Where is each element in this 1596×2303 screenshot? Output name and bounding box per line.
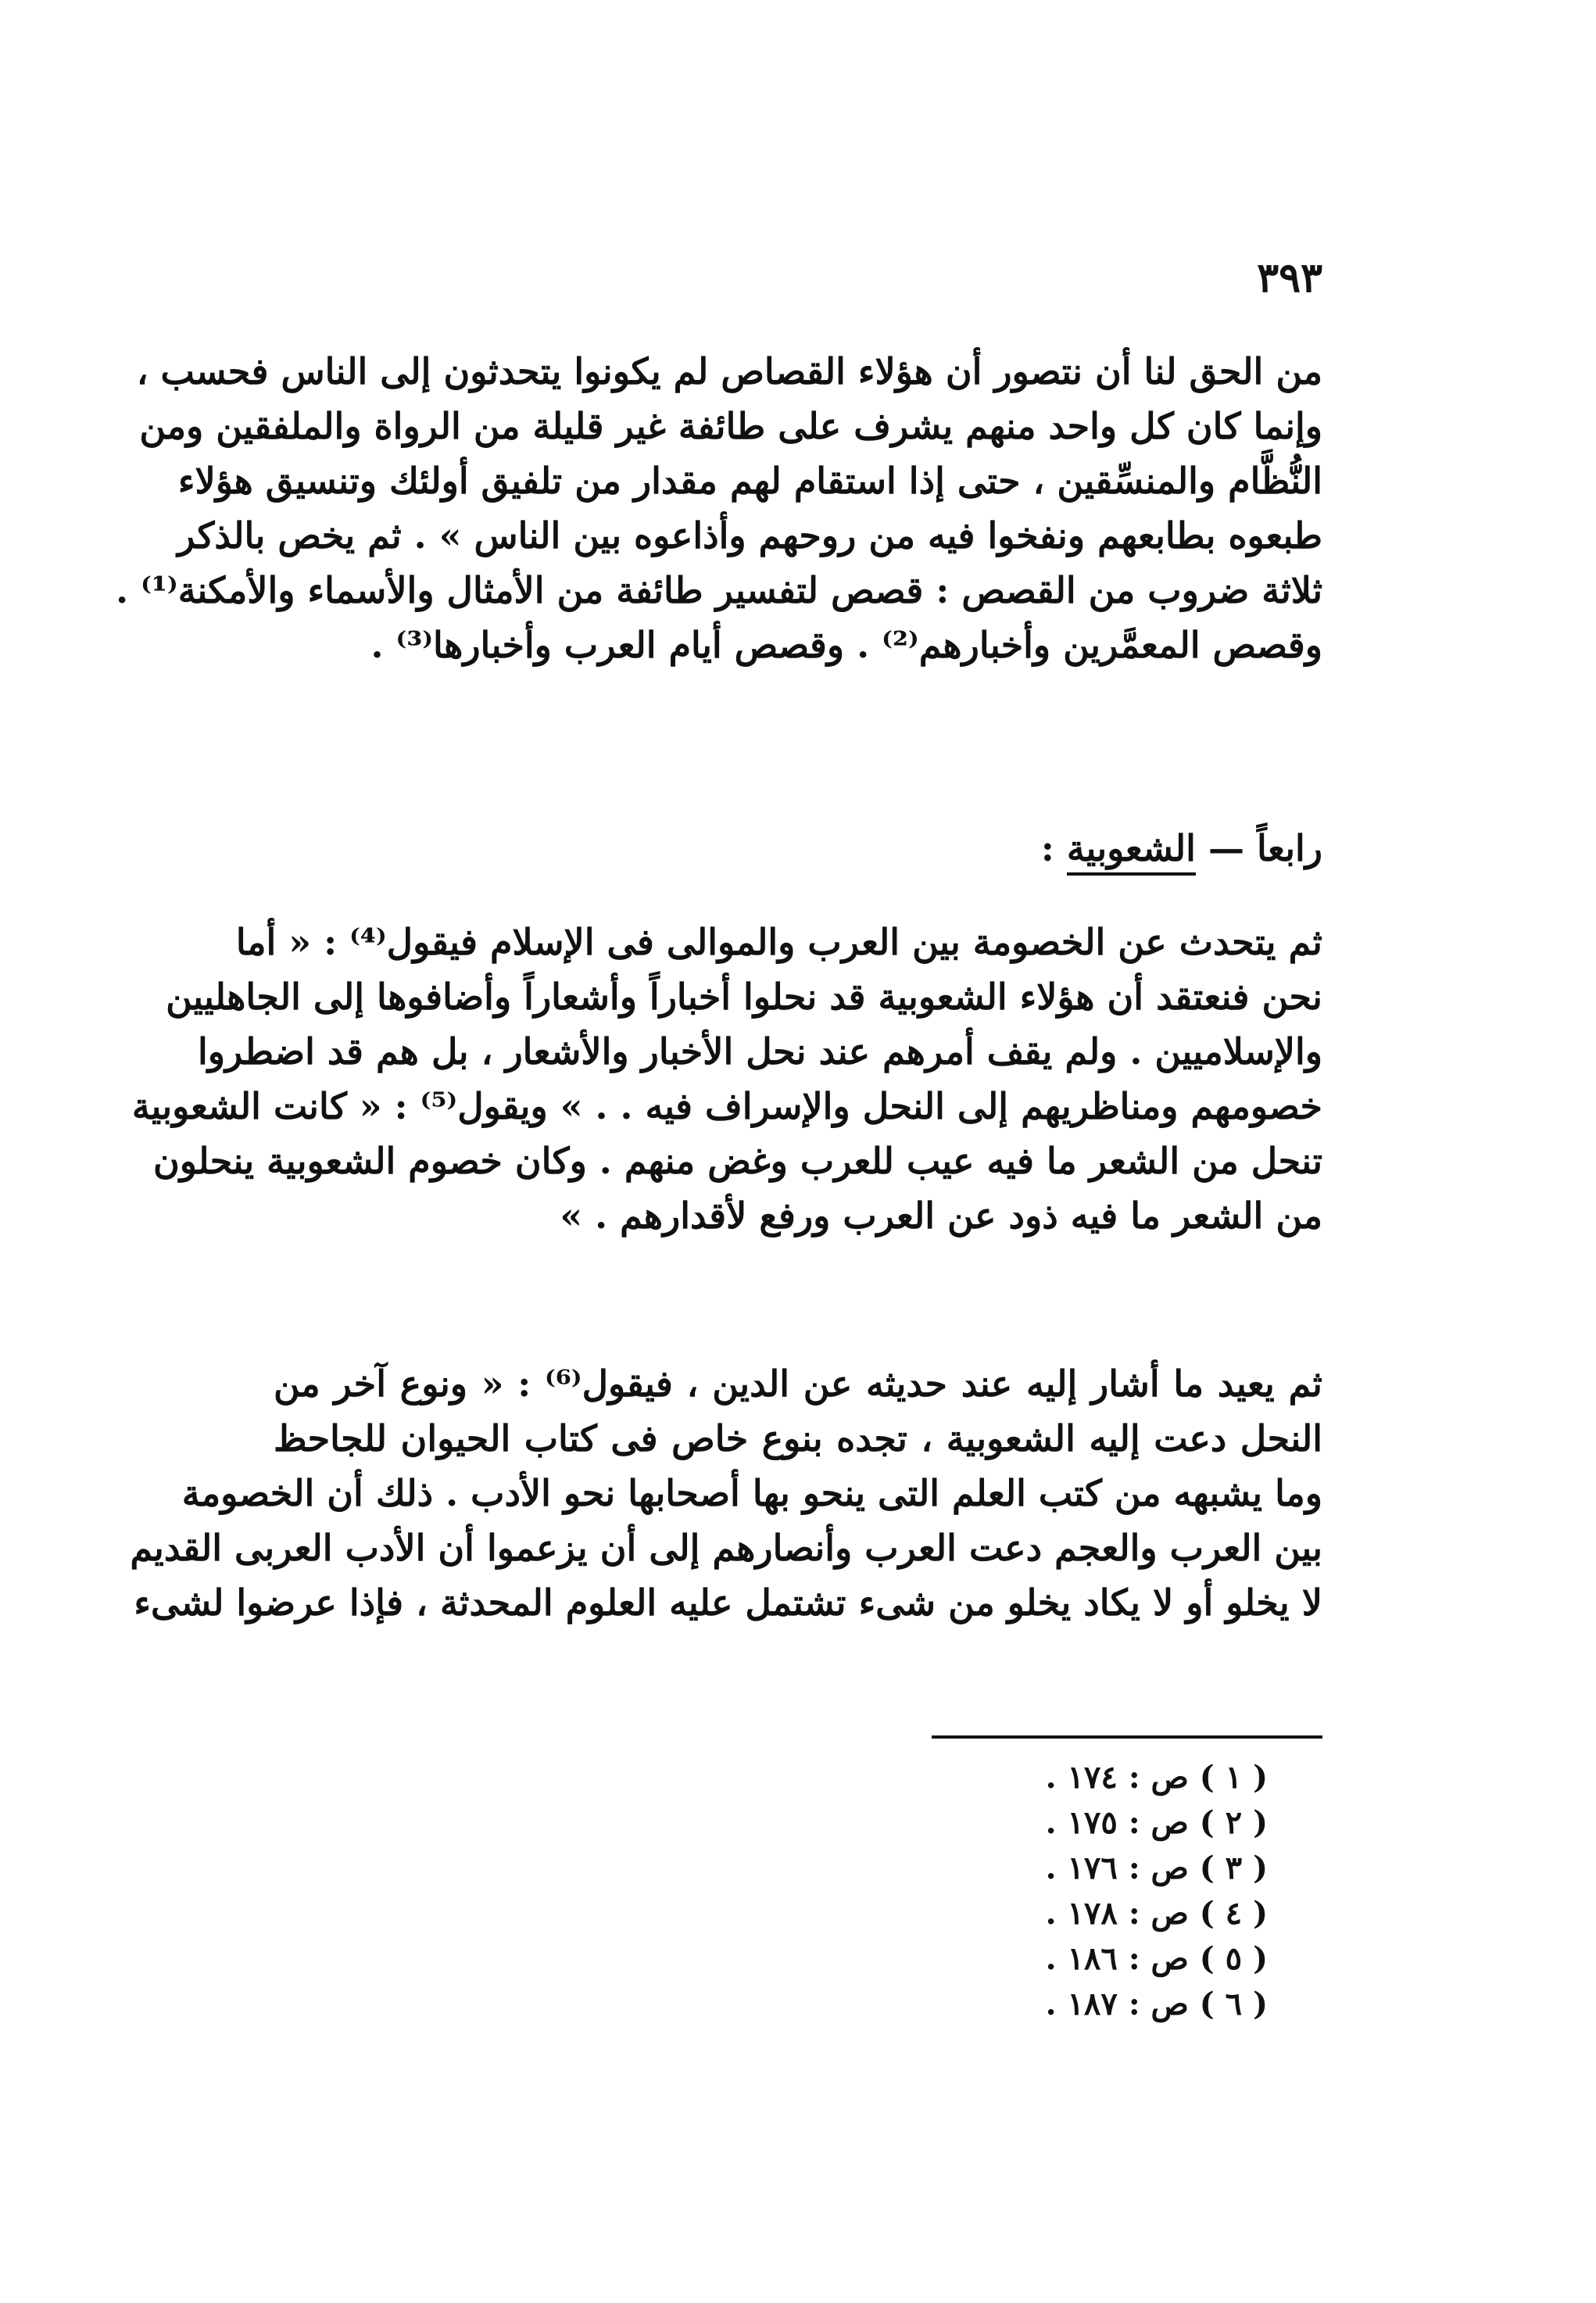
text-line: نحن فنعتقد أن هؤلاء الشعوبية قد نحلوا أخباراً وأشعاراً وأضافوها إلى الجاهليين	[166, 976, 1322, 1018]
section-heading-prefix: رابعاً —	[1195, 827, 1322, 869]
paragraph-1	[116, 344, 1322, 672]
text-line: وقصص المعمَّرين وأخبارهم⁽²⁾ . وقصص أيام العرب وأخبارها⁽³⁾ .	[370, 624, 1322, 666]
footnote: ( ٥ ) ص : ١٨٦ .	[1045, 1940, 1268, 1977]
text-line: من الشعر ما فيه ذود عن العرب ورفع لأقدارهم . »	[560, 1194, 1322, 1237]
text-line: لا يخلو أو لا يكاد يخلو من شىء تشتمل عليه العلوم المحدثة ، فإذا عرضوا لشىء	[134, 1581, 1322, 1624]
text-line: ثم يتحدث عن الخصومة بين العرب والموالى فى الإسلام فيقول⁽⁴⁾ : « أما	[235, 921, 1322, 963]
paragraph-2	[131, 915, 1322, 1243]
text-line: النُّظَّام والمنسِّقين ، حتى إذا استقام لهم مقدار من تلفيق أولئك وتنسيق هؤلاء	[177, 460, 1322, 502]
text-line: والإسلاميين . ولم يقف أمرهم عند نحل الأخبار والأشعار ، بل هم قد اضطروا	[197, 1030, 1322, 1073]
footnote-divider	[932, 1735, 1322, 1739]
text-line: تنحل من الشعر ما فيه عيب للعرب وغض منهم . وكان خصوم الشعوبية ينحلون	[152, 1140, 1322, 1182]
section-heading-suffix: :	[1040, 827, 1067, 869]
text-line: ثلاثة ضروب من القصص : قصص لتفسير طائفة من الأمثال والأسماء والأمكنة⁽¹⁾ .	[116, 569, 1322, 611]
section-heading-title: الشعوبية	[1067, 827, 1196, 876]
page-number: ٣٩٣	[1257, 254, 1322, 302]
footnote: ( ٢ ) ص : ١٧٥ .	[1045, 1804, 1268, 1841]
section-heading	[1041, 821, 1322, 876]
text-line: بين العرب والعجم دعت العرب وأنصارهم إلى أن يزعموا أن الأدب العربى القديم	[130, 1527, 1322, 1569]
footnote: ( ١ ) ص : ١٧٤ .	[1045, 1759, 1268, 1796]
text-line: من الحق لنا أن نتصور أن هؤلاء القصاص لم يكونوا يتحدثون إلى الناس فحسب ،	[136, 350, 1322, 392]
footnote: ( ٣ ) ص : ١٧٦ .	[1045, 1850, 1268, 1886]
paragraph-3	[130, 1356, 1322, 1630]
text-line: وإنما كان كل واحد منهم يشرف على طائفة غير قليلة من الرواة والملفقين ومن	[139, 405, 1322, 447]
text-line: وما يشبهه من كتب العلم التى ينحو بها أصحابها نحو الأدب . ذلك أن الخصومة	[181, 1472, 1322, 1514]
text-line: خصومهم ومناظريهم إلى النحل والإسراف فيه . . » ويقول⁽⁵⁾ : « كانت الشعوبية	[131, 1085, 1322, 1127]
text-line: ثم يعيد ما أشار إليه عند حديثه عن الدين ، فيقول⁽⁶⁾ : « ونوع آخر من	[274, 1363, 1322, 1405]
footnote: ( ٤ ) ص : ١٧٨ .	[1045, 1895, 1268, 1932]
footnote: ( ٦ ) ص : ١٨٧ .	[1045, 1986, 1268, 2022]
text-line: النحل دعت إليه الشعوبية ، تجده بنوع خاص فى كتاب الحيوان للجاحظ	[274, 1417, 1322, 1460]
footnotes-list	[1046, 1755, 1268, 2027]
text-line: طبعوه بطابعهم ونفخوا فيه من روحهم وأذاعوه بين الناس » . ثم يخص بالذكر	[177, 514, 1322, 557]
